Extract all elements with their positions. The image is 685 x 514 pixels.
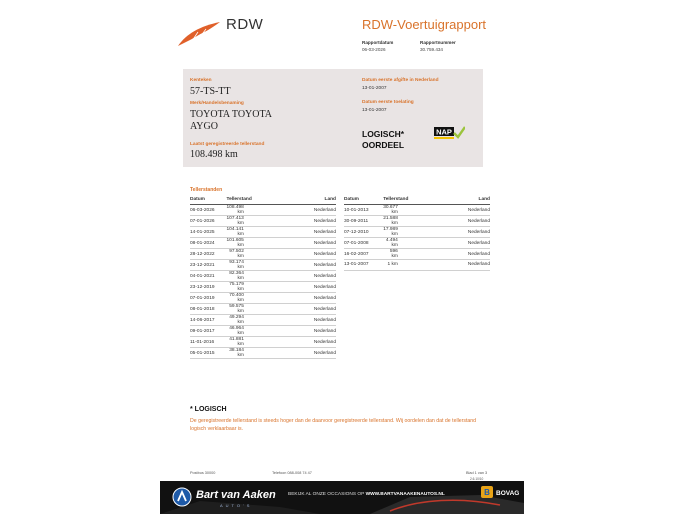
cell-datum: 16-02-2007	[344, 249, 383, 260]
report-title: RDW-Voertuigrapport	[362, 17, 487, 32]
rapportdatum-label: Rapportdatum	[362, 40, 394, 45]
cell-teller: 41.881 km	[227, 337, 314, 348]
cell-teller: 49.294 km	[227, 315, 314, 326]
footer-blad: Blad 1 van 3	[466, 471, 488, 475]
oordeel-line2: OORDEEL	[362, 140, 405, 150]
cell-datum: 14-01-2025	[190, 227, 227, 238]
table-row	[190, 205, 336, 216]
banner-sub: AUTO'S	[220, 503, 253, 508]
cell-datum: 08-01-2024	[190, 238, 227, 249]
nap-logo-icon	[434, 126, 465, 140]
cell-datum: 07-12-2010	[344, 227, 383, 238]
table-row	[344, 216, 490, 227]
table-row	[190, 249, 336, 260]
cell-land: Nederland	[314, 337, 336, 348]
table-row	[190, 348, 336, 359]
bovag-badge-icon	[480, 485, 494, 499]
cell-land: Nederland	[314, 315, 336, 326]
cell-teller: 30.677 km	[383, 205, 468, 216]
cell-teller: 82.364 km	[227, 271, 314, 282]
table-row	[190, 304, 336, 315]
cell-teller: 17.989 km	[383, 227, 468, 238]
table-row	[344, 260, 490, 271]
svg-text:B: B	[484, 488, 490, 497]
col-tellerstand: Tellerstand	[383, 195, 468, 205]
cell-teller: 70.400 km	[227, 293, 314, 304]
afgifte-value: 13-01-2007	[362, 86, 387, 91]
table-row	[344, 205, 490, 216]
brand-name: RDW	[226, 16, 264, 33]
table-row	[344, 249, 490, 260]
table-row	[190, 227, 336, 238]
dealer-banner[interactable]	[160, 481, 524, 514]
cell-land: Nederland	[468, 260, 490, 271]
model-value: AYGO	[190, 121, 218, 132]
table-row	[190, 260, 336, 271]
cell-teller: 21.588 km	[383, 216, 468, 227]
kenteken-value: 57-TS-TT	[190, 86, 231, 97]
rapportnummer-label: Rapportnummer	[420, 40, 456, 45]
cell-teller: 596 km	[383, 249, 468, 260]
col-land: Land	[468, 195, 490, 205]
cell-land: Nederland	[314, 227, 336, 238]
cell-datum: 04-01-2021	[190, 271, 227, 282]
cell-datum: 08-01-2018	[190, 304, 227, 315]
cell-teller: 75.179 km	[227, 282, 314, 293]
cell-datum: 23-12-2021	[190, 260, 227, 271]
cell-land: Nederland	[468, 216, 490, 227]
teller-value: 108.498 km	[190, 149, 238, 160]
banner-promo-prefix: BEKIJK AL ONZE OCCASIONS OP	[288, 492, 365, 497]
table-row	[190, 293, 336, 304]
cell-land: Nederland	[314, 282, 336, 293]
bovag-label: BOVAG	[496, 490, 520, 497]
cell-land: Nederland	[468, 238, 490, 249]
cell-land: Nederland	[314, 271, 336, 282]
table-row	[344, 227, 490, 238]
cell-land: Nederland	[314, 304, 336, 315]
cell-land: Nederland	[314, 205, 336, 216]
cell-teller: 107.413 km	[227, 216, 314, 227]
cell-datum: 14-06-2017	[190, 315, 227, 326]
cell-datum: 09-01-2017	[190, 326, 227, 337]
cell-datum: 30-09-2011	[344, 216, 383, 227]
col-land: Land	[314, 195, 336, 205]
cell-land: Nederland	[314, 293, 336, 304]
merk-value: TOYOTA TOYOTA	[190, 109, 273, 120]
cell-land: Nederland	[314, 348, 336, 359]
cell-teller: 97.502 km	[227, 249, 314, 260]
cell-datum: 07-01-2026	[190, 216, 227, 227]
table-row	[344, 238, 490, 249]
cell-teller: 108.498 km	[227, 205, 314, 216]
cell-teller: 1 km	[383, 260, 468, 271]
afgifte-label: Datum eerste afgifte in Nederland	[362, 78, 439, 83]
col-datum: Datum	[344, 195, 383, 205]
cell-datum: 07-01-2008	[344, 238, 383, 249]
cell-datum: 06-03-2026	[190, 205, 227, 216]
footer-code: 2.6.10/10	[470, 477, 484, 481]
footnote-title: * LOGISCH	[190, 406, 227, 413]
cell-teller: 4.494 km	[383, 238, 468, 249]
cell-datum: 10-01-2013	[344, 205, 383, 216]
cell-land: Nederland	[468, 205, 490, 216]
cell-datum: 23-12-2019	[190, 282, 227, 293]
oordeel-line1: LOGISCH*	[362, 129, 405, 139]
cell-teller: 59.575 km	[227, 304, 314, 315]
cell-datum: 13-01-2007	[344, 260, 383, 271]
cell-land: Nederland	[314, 249, 336, 260]
cell-land: Nederland	[314, 326, 336, 337]
footnote-text: De geregistreerde tellerstand is steeds hoger dan de daarvoor geregistreerde tellerstand. Wij oordelen dan dat de tellerstand logisch verklaarbaar is.	[190, 418, 477, 432]
table-row	[190, 238, 336, 249]
tellerstanden-table-left	[190, 195, 336, 359]
banner-company: Bart van Aaken	[196, 489, 276, 501]
cell-teller: 46.964 km	[227, 326, 314, 337]
cell-land: Nederland	[468, 249, 490, 260]
rdw-logo-icon	[176, 20, 222, 48]
tellerstanden-title: Tellerstanden	[190, 187, 223, 193]
kenteken-label: Kenteken	[190, 78, 212, 83]
cell-datum: 28-12-2022	[190, 249, 227, 260]
toelating-label: Datum eerste toelating	[362, 100, 414, 105]
tellerstanden-table-right	[344, 195, 490, 271]
cell-datum: 11-01-2016	[190, 337, 227, 348]
toelating-value: 13-01-2007	[362, 108, 387, 113]
banner-promo	[288, 492, 445, 497]
bart-van-aaken-logo-icon	[172, 487, 192, 507]
nap-text: NAP	[436, 127, 452, 137]
cell-teller: 101.605 km	[227, 238, 314, 249]
banner-url-link[interactable]: WWW.BARTVANAAKENAUTOS.NL	[365, 492, 445, 497]
cell-land: Nederland	[314, 216, 336, 227]
cell-teller: 38.184 km	[227, 348, 314, 359]
table-row	[190, 315, 336, 326]
cell-land: Nederland	[468, 227, 490, 238]
cell-datum: 07-01-2019	[190, 293, 227, 304]
teller-label: Laatst geregistreerde tellerstand	[190, 142, 265, 147]
cell-teller: 104.141 km	[227, 227, 314, 238]
table-row	[190, 271, 336, 282]
table-row	[190, 282, 336, 293]
cell-teller: 93.174 km	[227, 260, 314, 271]
footer-postbus: Postbus 30000	[190, 471, 216, 475]
cell-land: Nederland	[314, 238, 336, 249]
merk-label: Merk/Handelsbenaming	[190, 101, 244, 106]
rapportdatum-value: 06-03-2026	[362, 47, 386, 52]
cell-land: Nederland	[314, 260, 336, 271]
rapportnummer-value: 30.759.434	[420, 47, 443, 52]
col-tellerstand: Tellerstand	[227, 195, 314, 205]
cell-datum: 05-01-2015	[190, 348, 227, 359]
footer-telefoon: Telefoon 088-008 74 47	[272, 471, 312, 475]
table-row	[190, 337, 336, 348]
table-row	[190, 326, 336, 337]
col-datum: Datum	[190, 195, 227, 205]
table-row	[190, 216, 336, 227]
panel-edge	[175, 69, 183, 167]
